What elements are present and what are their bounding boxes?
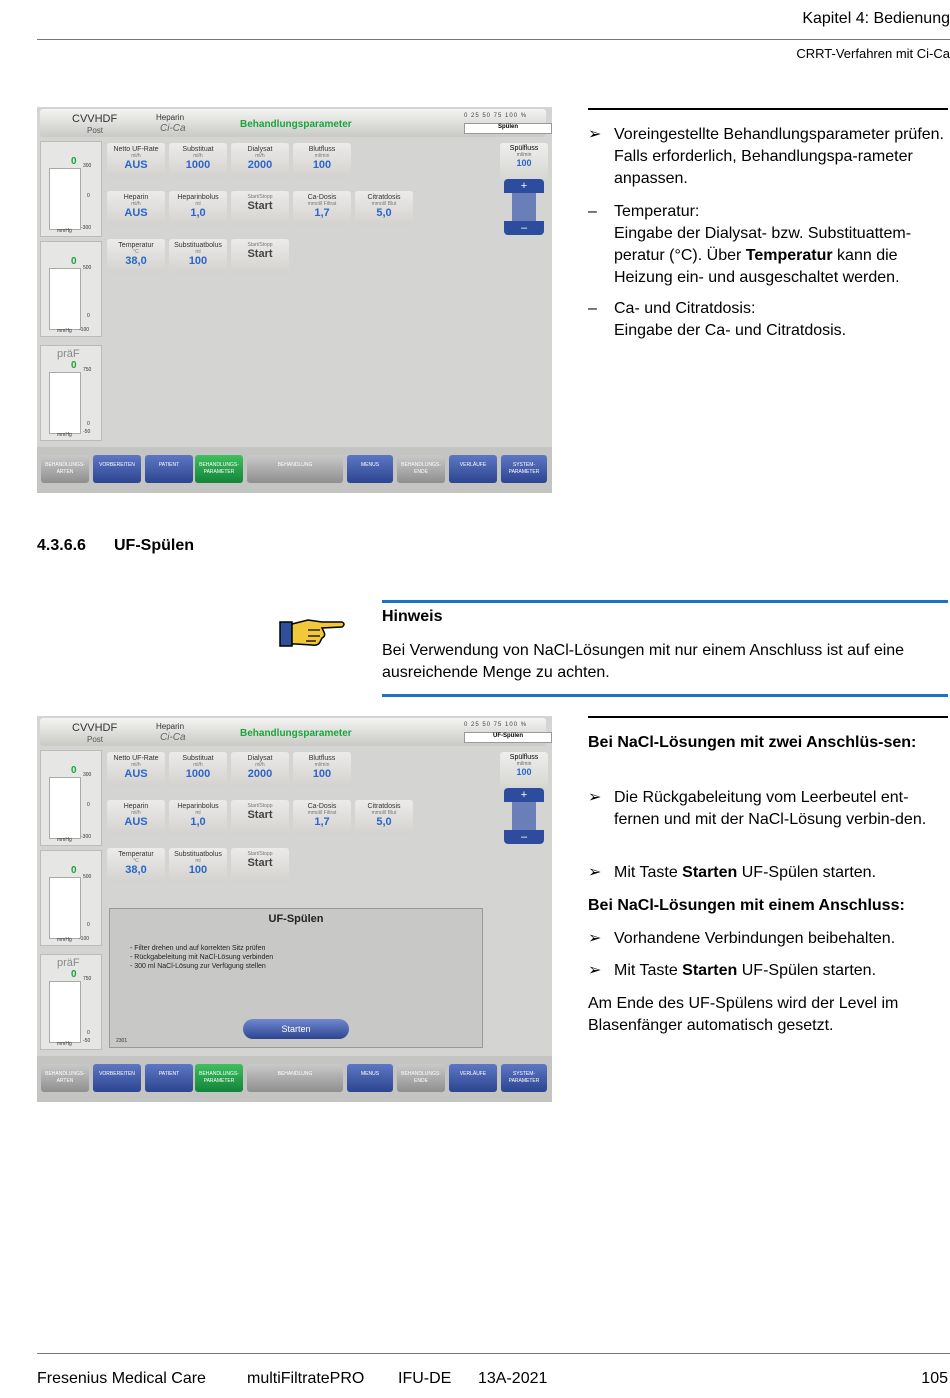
anticoag-cica: Ci-Ca xyxy=(160,732,186,743)
header-rule xyxy=(37,39,950,40)
arrow-marker: ➢ xyxy=(588,962,602,979)
param-substituatbolus-start[interactable]: Start/Stopp Start xyxy=(231,239,289,273)
param-dialysat[interactable]: Dialysat ml/h 2000 xyxy=(231,143,289,177)
pressure-column-arterial xyxy=(40,750,102,846)
text-block-rule xyxy=(588,108,948,110)
screen-title: Behandlungsparameter xyxy=(240,119,352,130)
therapy-mode: CVVHDF xyxy=(72,722,118,734)
note-title: Hinweis xyxy=(382,608,443,625)
flow-slider[interactable] xyxy=(512,193,536,221)
screen-title: Behandlungsparameter xyxy=(240,728,352,739)
step-remove-line: ➢ Die Rückgabeleitung vom Leerbeutel ent-fernen und mit der NaCl-Lösung verbin-den. xyxy=(588,789,927,828)
footer-company: Fresenius Medical Care xyxy=(37,1370,206,1387)
page-number: 105 xyxy=(921,1370,948,1387)
footer-rule xyxy=(37,1353,950,1354)
nav-behandlungsende[interactable]: BEHANDLUNGS-ENDE xyxy=(397,1064,445,1092)
device-screenshot-uf-spuelen xyxy=(37,716,552,1102)
progress-bar: UF-Spülen xyxy=(464,732,552,743)
nav-vorbereiten[interactable]: VORBEREITEN xyxy=(93,1064,141,1092)
section-title: UF-Spülen xyxy=(114,537,194,554)
param-blutfluss[interactable]: Blutfluss ml/min 100 xyxy=(293,752,351,786)
dash-marker: – xyxy=(588,203,597,220)
pressure-column-venous xyxy=(40,241,102,337)
param-heparinbolus-start[interactable]: Start/Stopp Start xyxy=(231,191,289,225)
pressure-column-prefilter xyxy=(40,345,102,441)
scale-number: 0 xyxy=(87,421,90,427)
scale-number: 0 xyxy=(87,922,90,928)
spuelfluss-box: Spülfluss ml/min 100 xyxy=(500,143,548,179)
pressure-value: 0 xyxy=(71,969,77,980)
scale-number: -50 xyxy=(83,1038,91,1044)
progress-scale: 0 25 50 75 100 % xyxy=(464,113,528,119)
spuelfluss-control xyxy=(500,143,548,235)
detail-temperatur-text: Eingabe der Dialysat- bzw. Substituattem-peratur (°C). Über Temperatur kann die Heizung ein- und ausgeschaltet werden. xyxy=(614,225,912,286)
scale-number: 300 xyxy=(83,163,92,169)
therapy-mode-sub: Post xyxy=(87,126,104,135)
scale-number: 750 xyxy=(83,367,92,373)
decrease-button[interactable]: – xyxy=(504,830,544,844)
param-dialysat[interactable]: Dialysat ml/h 2000 xyxy=(231,752,289,786)
screen-top-bar xyxy=(40,109,546,137)
two-ports-heading: Bei NaCl-Lösungen mit zwei Anschlüs-sen: xyxy=(588,734,917,751)
note-text: Bei Verwendung von NaCl-Lösungen mit nur einem Anschluss ist auf eine ausreichende Menge zu achten. xyxy=(382,642,905,681)
decrease-button[interactable]: – xyxy=(504,221,544,235)
pressure-bar xyxy=(49,981,81,1043)
param-substituat[interactable]: Substituat ml/h 1000 xyxy=(169,143,227,177)
progress-scale: 0 25 50 75 100 % xyxy=(464,722,528,728)
prefilter-label: präF xyxy=(57,957,80,969)
pressure-bar xyxy=(49,877,81,939)
pressure-unit: mmHg xyxy=(57,837,72,843)
detail-temperatur: – Temperatur: Eingabe der Dialysat- bzw. Substituattem-peratur (°C). Über Temperatur kann die Heizung ein- und ausgeschaltet werden. xyxy=(588,201,950,289)
param-heparin[interactable]: Heparin ml/h AUS xyxy=(107,800,165,834)
note-rule-bottom xyxy=(382,694,948,697)
dash-marker: – xyxy=(588,300,597,317)
pressure-value: 0 xyxy=(71,865,77,876)
nav-behandlungsende[interactable]: BEHANDLUNGS-ENDE xyxy=(397,455,445,483)
param-heparinbolus[interactable]: Heparinbolus ml 1,0 xyxy=(169,191,227,225)
param-substituatbolus[interactable]: Substituatbolus ml 100 xyxy=(169,848,227,882)
note-rule-top xyxy=(382,600,948,603)
pressure-unit: mmHg xyxy=(57,228,72,234)
scale-number: 0 xyxy=(87,802,90,808)
nav-verlaeufe[interactable]: VERLÄUFE xyxy=(449,455,497,483)
param-temperatur[interactable]: Temperatur °C 38,0 xyxy=(107,239,165,273)
param-netto-uf-rate[interactable]: Netto UF-Rate ml/h AUS xyxy=(107,143,165,177)
pressure-unit: mmHg xyxy=(57,328,72,334)
dialog-id: 2301 xyxy=(116,1038,128,1044)
pressure-value: 0 xyxy=(71,765,77,776)
therapy-mode: CVVHDF xyxy=(72,113,118,125)
pressure-column-prefilter xyxy=(40,954,102,1050)
pressure-unit: mmHg xyxy=(57,432,72,438)
param-substituatbolus-start[interactable]: Start/Stopp Start xyxy=(231,848,289,882)
pressure-column-arterial xyxy=(40,141,102,237)
nav-behandlungsarten[interactable]: BEHANDLUNGS-ARTEN xyxy=(41,455,89,483)
nav-patient[interactable]: PATIENT xyxy=(145,1064,193,1092)
step-start-uf-1: ➢ Mit Taste Starten UF-Spülen starten. xyxy=(588,862,950,884)
screen-nav-bar xyxy=(37,1056,552,1102)
dialog-line: - Filter drehen und auf korrekten Sitz prüfen xyxy=(130,945,266,952)
scale-number: -100 xyxy=(79,936,90,942)
param-substituatbolus[interactable]: Substituatbolus ml 100 xyxy=(169,239,227,273)
nav-menus[interactable]: MENUS xyxy=(347,455,393,483)
scale-number: 500 xyxy=(83,874,92,880)
scale-number: 0 xyxy=(87,313,90,319)
section-number: 4.3.6.6 xyxy=(37,537,86,554)
footer-product: multiFiltratePRO xyxy=(247,1370,365,1387)
scale-number: -300 xyxy=(81,834,92,840)
arrow-marker: ➢ xyxy=(588,864,602,881)
nav-behandlungsparameter[interactable]: BEHANDLUNGS-PARAMETER xyxy=(195,1064,243,1092)
flow-slider[interactable] xyxy=(512,802,536,830)
scale-number: 750 xyxy=(83,976,92,982)
scale-number: -100 xyxy=(79,327,90,333)
anticoag-label: Heparin xyxy=(156,722,185,731)
footer-version: 13A-2021 xyxy=(478,1370,548,1387)
nav-systemparameter[interactable]: SYSTEM-PARAMETER xyxy=(501,455,547,483)
nav-systemparameter[interactable]: SYSTEM-PARAMETER xyxy=(501,1064,547,1092)
text-block-rule xyxy=(588,716,948,718)
param-ca-dosis[interactable]: Ca-Dosis mmol/l Filtrat 1,7 xyxy=(293,191,351,225)
arrow-marker: ➢ xyxy=(588,789,602,806)
scale-number: 500 xyxy=(83,265,92,271)
param-ca-dosis[interactable]: Ca-Dosis mmol/l Filtrat 1,7 xyxy=(293,800,351,834)
closing-paragraph: Am Ende des UF-Spülens wird der Level im Blasenfänger automatisch gesetzt. xyxy=(588,995,899,1034)
screen-nav-bar xyxy=(37,447,552,493)
scale-number: 300 xyxy=(83,772,92,778)
anticoag-cica: Ci-Ca xyxy=(160,123,186,134)
param-heparinbolus[interactable]: Heparinbolus ml 1,0 xyxy=(169,800,227,834)
pressure-column-venous xyxy=(40,850,102,946)
pressure-value: 0 xyxy=(71,360,77,371)
scale-number: -300 xyxy=(81,225,92,231)
param-heparin[interactable]: Heparin ml/h AUS xyxy=(107,191,165,225)
pressure-unit: mmHg xyxy=(57,1041,72,1047)
detail-ca-citrat: – Ca- und Citratdosis: Eingabe der Ca- und Citratdosis. xyxy=(588,300,847,339)
nav-patient[interactable]: PATIENT xyxy=(145,455,193,483)
starten-button[interactable]: Starten xyxy=(243,1019,349,1039)
pressure-bar xyxy=(49,168,81,230)
pressure-bar xyxy=(49,777,81,839)
param-netto-uf-rate[interactable]: Netto UF-Rate ml/h AUS xyxy=(107,752,165,786)
footer-doc: IFU-DE xyxy=(398,1370,452,1387)
uf-spuelen-dialog xyxy=(109,908,483,1048)
prefilter-label: präF xyxy=(57,348,80,360)
dialog-title: UF-Spülen xyxy=(268,913,324,925)
nav-vorbereiten[interactable]: VORBEREITEN xyxy=(93,455,141,483)
nav-behandlung[interactable]: BEHANDLUNG xyxy=(247,1064,343,1092)
pointing-hand-icon xyxy=(278,612,348,654)
nav-menus[interactable]: MENUS xyxy=(347,1064,393,1092)
param-temperatur[interactable]: Temperatur °C 38,0 xyxy=(107,848,165,882)
param-citratdosis[interactable]: Citratdosis mmol/l Blut 5,0 xyxy=(355,800,413,834)
nav-behandlungsarten[interactable]: BEHANDLUNGS-ARTEN xyxy=(41,1064,89,1092)
dialog-line: - 300 ml NaCl-Lösung zur Verfügung stellen xyxy=(130,963,266,970)
increase-button[interactable]: + xyxy=(504,788,544,802)
progress-bar: Spülen xyxy=(464,123,552,134)
device-screenshot-params xyxy=(37,107,552,493)
scale-number: -50 xyxy=(83,429,91,435)
param-citratdosis[interactable]: Citratdosis mmol/l Blut 5,0 xyxy=(355,191,413,225)
pressure-value: 0 xyxy=(71,156,77,167)
arrow-marker: ➢ xyxy=(588,930,602,947)
pressure-bar xyxy=(49,372,81,434)
increase-button[interactable]: + xyxy=(504,179,544,193)
one-port-heading: Bei NaCl-Lösungen mit einem Anschluss: xyxy=(588,897,905,914)
dialog-line: - Rückgabeleitung mit NaCl-Lösung verbinden xyxy=(130,954,274,961)
pressure-unit: mmHg xyxy=(57,937,72,943)
scale-number: 0 xyxy=(87,193,90,199)
screen-top-bar xyxy=(40,718,546,746)
param-substituat[interactable]: Substituat ml/h 1000 xyxy=(169,752,227,786)
chapter-header: Kapitel 4: Bedienung xyxy=(802,10,950,27)
step-start-uf-2: ➢ Mit Taste Starten UF-Spülen starten. xyxy=(588,960,950,982)
spuelfluss-box: Spülfluss ml/min 100 xyxy=(500,752,548,788)
step-keep-connections: ➢ Vorhandene Verbindungen beibehalten. xyxy=(588,928,950,950)
nav-behandlungsparameter[interactable]: BEHANDLUNGS-PARAMETER xyxy=(195,455,243,483)
section-header: CRRT-Verfahren mit Ci-Ca xyxy=(796,46,950,61)
param-blutfluss[interactable]: Blutfluss ml/min 100 xyxy=(293,143,351,177)
param-heparinbolus-start[interactable]: Start/Stopp Start xyxy=(231,800,289,834)
anticoag-label: Heparin xyxy=(156,113,185,122)
therapy-mode-sub: Post xyxy=(87,735,104,744)
step-check-params: ➢ Voreingestellte Behandlungsparameter prüfen. Falls erforderlich, Behandlungspa-rameter anpassen. xyxy=(588,126,944,187)
pressure-bar xyxy=(49,268,81,330)
nav-behandlung[interactable]: BEHANDLUNG xyxy=(247,455,343,483)
pressure-value: 0 xyxy=(71,256,77,267)
spuelfluss-control xyxy=(500,752,548,844)
scale-number: 0 xyxy=(87,1030,90,1036)
arrow-marker: ➢ xyxy=(588,126,602,143)
nav-verlaeufe[interactable]: VERLÄUFE xyxy=(449,1064,497,1092)
